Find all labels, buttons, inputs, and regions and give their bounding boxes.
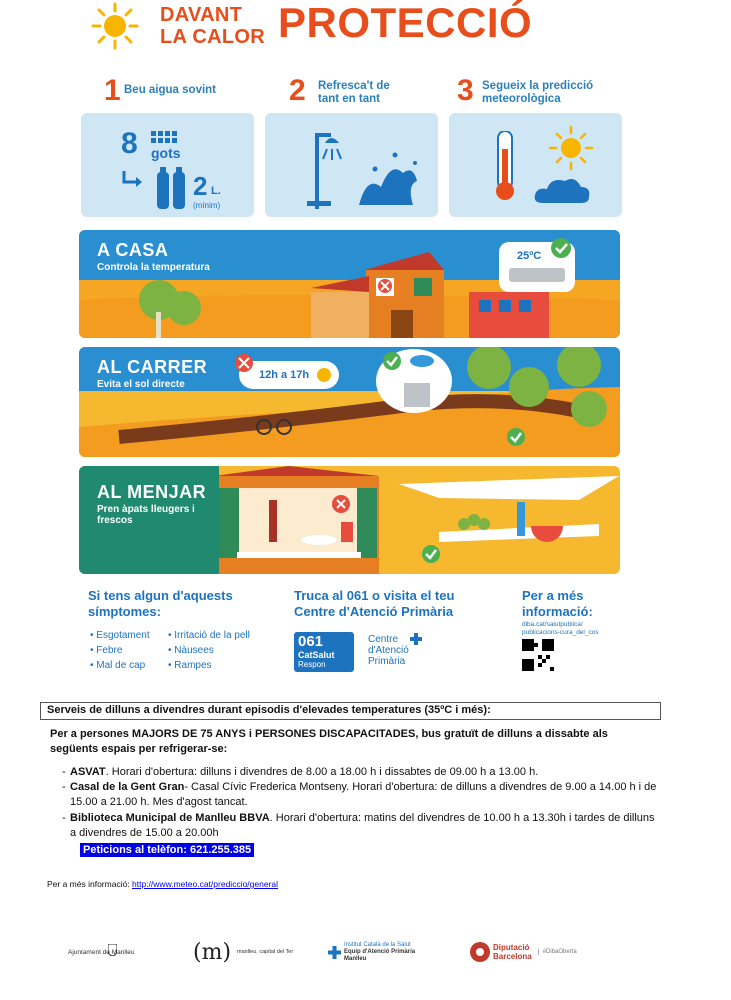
service-name: Casal de la Gent Gran	[70, 781, 185, 793]
thermometer-icon	[493, 131, 517, 201]
info-link[interactable]: diba.cat/salutpublica/ publicacions-cura_del_cos	[522, 621, 599, 636]
plus-icon	[410, 633, 422, 645]
shield-icon	[108, 944, 117, 956]
liters-value: 2	[193, 171, 208, 201]
shower-icon	[295, 125, 425, 209]
sun-icon	[91, 2, 139, 50]
service-text: . Horari d'obertura: matins del divendres de 10.00 h a 13.30h i tardes de dilluns a divendres de 15.00 a 20.00h	[70, 812, 655, 839]
symptoms-heading: Si tens algun d'aquests símptomes:	[88, 588, 233, 619]
symptom-item: • Rampes	[168, 660, 212, 671]
ics-logo	[328, 932, 415, 972]
glasses-icon	[151, 131, 191, 145]
tip-3-number: 3	[457, 74, 474, 107]
diputacio-logo	[470, 932, 577, 972]
scene-menjar-subtitle: Pren àpats lleugers i frescos	[97, 504, 195, 526]
ajuntament-logo	[68, 932, 135, 972]
weather-tip-box	[449, 113, 622, 217]
diputacio-hashtag: #DibaOberta	[538, 949, 577, 955]
service-name: Biblioteca Municipal de Manlleu BBVA	[70, 812, 270, 824]
service-text: . Horari d'obertura: dilluns i divendres de 8.00 a 18.00 h i dissabtes de 09.00 h a 13.00 h.	[105, 766, 539, 778]
ics-line1: Institut Català de la Salut	[344, 941, 411, 948]
symptom-item: • Mal de cap	[90, 660, 145, 671]
more-info-line	[47, 879, 278, 889]
ac-temperature: 25ºC	[517, 250, 542, 262]
symptom-item: • Febre	[90, 645, 122, 656]
scene-casa-subtitle: Controla la temperatura	[97, 262, 210, 273]
symptom-item: • Esgotament	[90, 630, 150, 641]
cap-label: Centre d'Atenció Primària	[368, 634, 409, 667]
more-info-label: Per a més informació:	[47, 879, 133, 889]
refresh-tip-box	[265, 113, 438, 217]
info-heading: Per a més informació:	[522, 588, 593, 619]
call-heading: Truca al 061 o visita el teu Centre d'Atenció Primària	[294, 588, 455, 619]
glasses-count: 8	[121, 127, 138, 160]
logo-061-number: 061	[298, 633, 324, 650]
arrow-icon	[121, 171, 143, 187]
sun-cloud-icon	[533, 125, 609, 207]
scene-carrer-title: AL CARRER	[97, 357, 208, 377]
header-line2: LA CALOR	[160, 26, 265, 48]
catsalut-061-logo	[294, 632, 354, 672]
ics-line2: Equip d'Atenció Primària	[344, 948, 416, 955]
logo-061-brand: CatSalut	[298, 650, 335, 660]
ics-cross-icon	[328, 946, 341, 959]
symptom-item: • Irritació de la pell	[168, 630, 250, 641]
liters-minimum: (mínim)	[193, 201, 221, 210]
service-name: ASVAT	[70, 766, 106, 778]
qr-code-icon[interactable]	[522, 639, 554, 671]
tip-1-number: 1	[104, 74, 121, 107]
service-item: - Casal de la Gent Gran- Casal Cívic Frederica Montseny. Horari d'obertura: de dilluns a divendres de 9.00 a 14.00 h i de 15.00 a 21.00 h. Mes d'agost tancat.	[62, 781, 657, 808]
phone-highlight: Peticions al telèfon: 621.255.385	[80, 843, 254, 857]
liters-unit: L.	[211, 185, 221, 197]
services-intro: Per a persones MAJORS DE 75 ANYS i PERSONES DISCAPACITADES, bus gratuït de dilluns a dissabte als següents espais per refrigerar-se:	[50, 728, 608, 755]
glasses-unit: gots	[151, 145, 181, 161]
ajuntament-label: Ajuntament de Manlleu	[68, 948, 135, 956]
manlleu-logo	[193, 932, 293, 972]
scene-casa-title: A CASA	[97, 240, 169, 260]
ics-line3: Manlleu	[344, 955, 367, 962]
diputacio-emblem-icon	[470, 942, 490, 962]
diputacio-line1: Diputació	[493, 943, 530, 952]
service-item: - Biblioteca Municipal de Manlleu BBVA. Horari d'obertura: matins del divendres de 10.00 h a 13.30h i tardes de dilluns a divendres de 15.00 a 20.00h	[62, 812, 655, 839]
service-text: - Casal Cívic Frederica Montseny. Horari d'obertura: de dilluns a divendres de 9.00 a 14.00 h i de 15.00 a 21.00 h. Mes d'agost tancat.	[70, 781, 657, 808]
bottles-icon	[157, 167, 187, 209]
scene-a-casa	[79, 230, 620, 338]
services-box: Serveis de dilluns a divendres durant episodis d'elevades temperatures (35ºC i més):	[40, 702, 661, 720]
diputacio-line2: Barcelona	[493, 952, 532, 961]
meteo-link[interactable]: http://www.meteo.cat/prediccio/general	[132, 879, 279, 889]
heat-poster	[76, 0, 624, 690]
manlleu-mark-icon: (m)	[193, 939, 232, 965]
header-line1: DAVANT	[160, 4, 243, 26]
manlleu-tagline: manlleu, capital del Ter	[237, 949, 294, 955]
logo-061-tag: Respon	[298, 660, 326, 669]
tip-2-number: 2	[289, 74, 306, 107]
scene-al-menjar	[79, 466, 620, 574]
service-item: - ASVAT. Horari d'obertura: dilluns i divendres de 8.00 a 18.00 h i dissabtes de 09.00 h a 13.00 h.	[62, 766, 539, 778]
scene-carrer-subtitle: Evita el sol directe	[97, 379, 185, 390]
scene-al-carrer	[79, 347, 620, 457]
tip-2-text: Refresca't de tant en tant	[318, 80, 390, 105]
scene-menjar-title: AL MENJAR	[97, 482, 207, 502]
water-tip-box	[81, 113, 254, 217]
tip-3-text: Segueix la predicció meteorològica	[482, 80, 594, 105]
tip-1-text: Beu aigua sovint	[124, 84, 217, 96]
avoid-hours: 12h a 17h	[259, 369, 310, 381]
header-title: PROTECCIÓ	[278, 0, 533, 46]
symptom-item: • Nàusees	[168, 645, 214, 656]
